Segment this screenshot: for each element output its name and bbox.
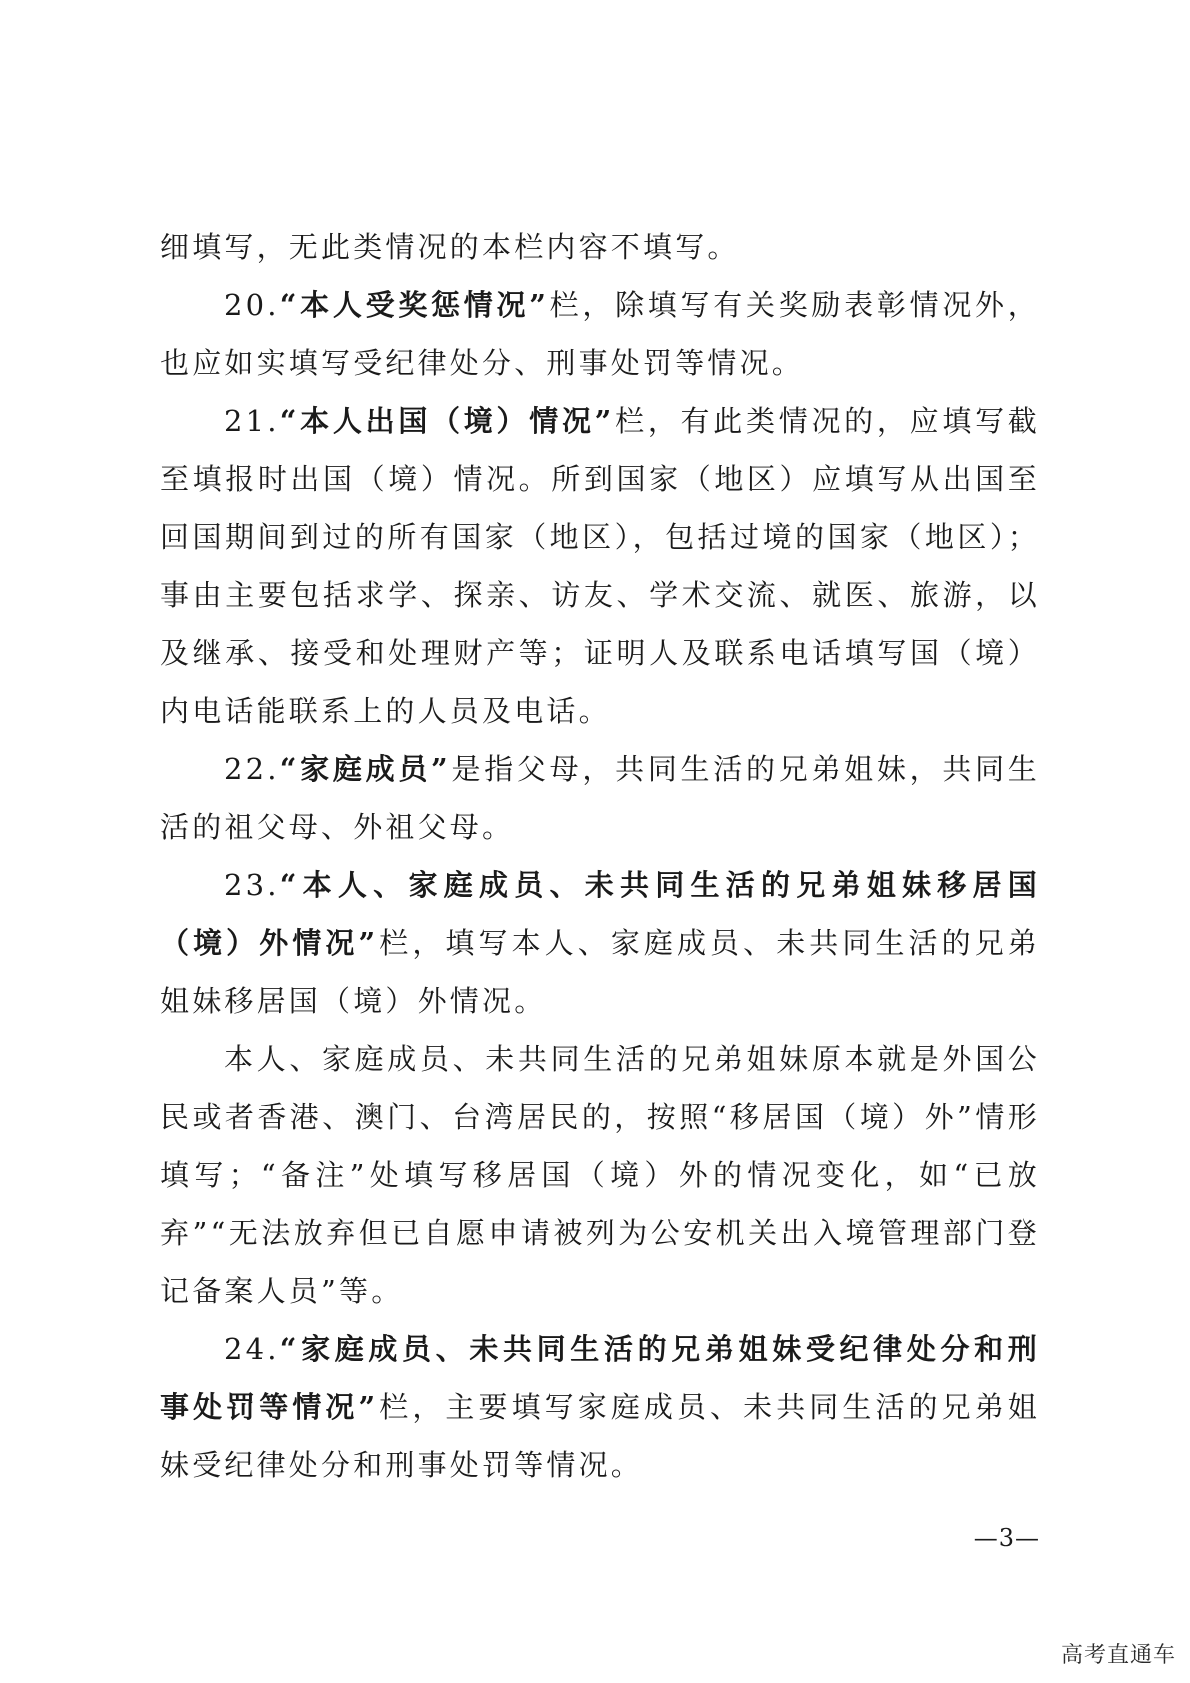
bold-text-run: “本人、家庭成员、未共同生活的兄弟姐妹移居国（境）外情况” <box>160 868 1040 960</box>
text-run: 22. <box>224 752 280 786</box>
paragraph <box>160 218 1040 276</box>
text-run: 栏，除填写有关奖励表彰情况外，也应如实填写受纪律处分、刑事处罚等情况。 <box>160 288 1040 380</box>
paragraph <box>160 740 1040 856</box>
paragraph <box>160 276 1040 392</box>
document-body <box>160 218 1040 1494</box>
paragraph <box>160 1320 1040 1494</box>
bold-text-run: “家庭成员、未共同生活的兄弟姐妹受纪律处分和刑事处罚等情况” <box>160 1332 1040 1424</box>
text-run: 是指父母，共同生活的兄弟姐妹，共同生活的祖父母、外祖父母。 <box>160 752 1041 844</box>
text-run: 栏，有此类情况的，应填写截至填报时出国（境）情况。所到国家（地区）应填写从出国至回国期间到过的所有国家（地区），包括过境的国家（地区）；事由主要包括求学、探亲、访友、学术交流、就医、旅游，以及继承、接受和处理财产等；证明人及联系电话填写国（境）内电话能联系上的人员及电话。 <box>160 404 1040 728</box>
text-run: 栏，主要填写家庭成员、未共同生活的兄弟姐妹受纪律处分和刑事处罚等情况。 <box>160 1390 1040 1482</box>
bold-text-run: “家庭成员” <box>279 752 451 786</box>
paragraph <box>160 392 1040 740</box>
page-number: —3— <box>973 1524 1040 1552</box>
paragraph <box>160 1030 1040 1320</box>
watermark-text: 高考直通车 <box>1060 1643 1176 1668</box>
paragraph <box>160 856 1040 1030</box>
bold-text-run: “本人受奖惩情况” <box>279 288 550 322</box>
text-run: 23. <box>224 868 280 902</box>
text-run: 21. <box>224 404 280 438</box>
text-run: 24. <box>224 1332 280 1366</box>
text-run: 栏，填写本人、家庭成员、未共同生活的兄弟姐妹移居国（境）外情况。 <box>160 926 1040 1018</box>
text-run: 本人、家庭成员、未共同生活的兄弟姐妹原本就是外国公民或者香港、澳门、台湾居民的，按照“移居国（境）外”情形填写；“备注”处填写移居国（境）外的情况变化，如“已放弃”“无法放弃但已自愿申请被列为公安机关出入境管理部门登记备案人员”等。 <box>160 1042 1040 1308</box>
text-run: 细填写，无此类情况的本栏内容不填写。 <box>160 230 740 264</box>
text-run: 20. <box>224 288 280 322</box>
bold-text-run: “本人出国（境）情况” <box>279 404 615 438</box>
